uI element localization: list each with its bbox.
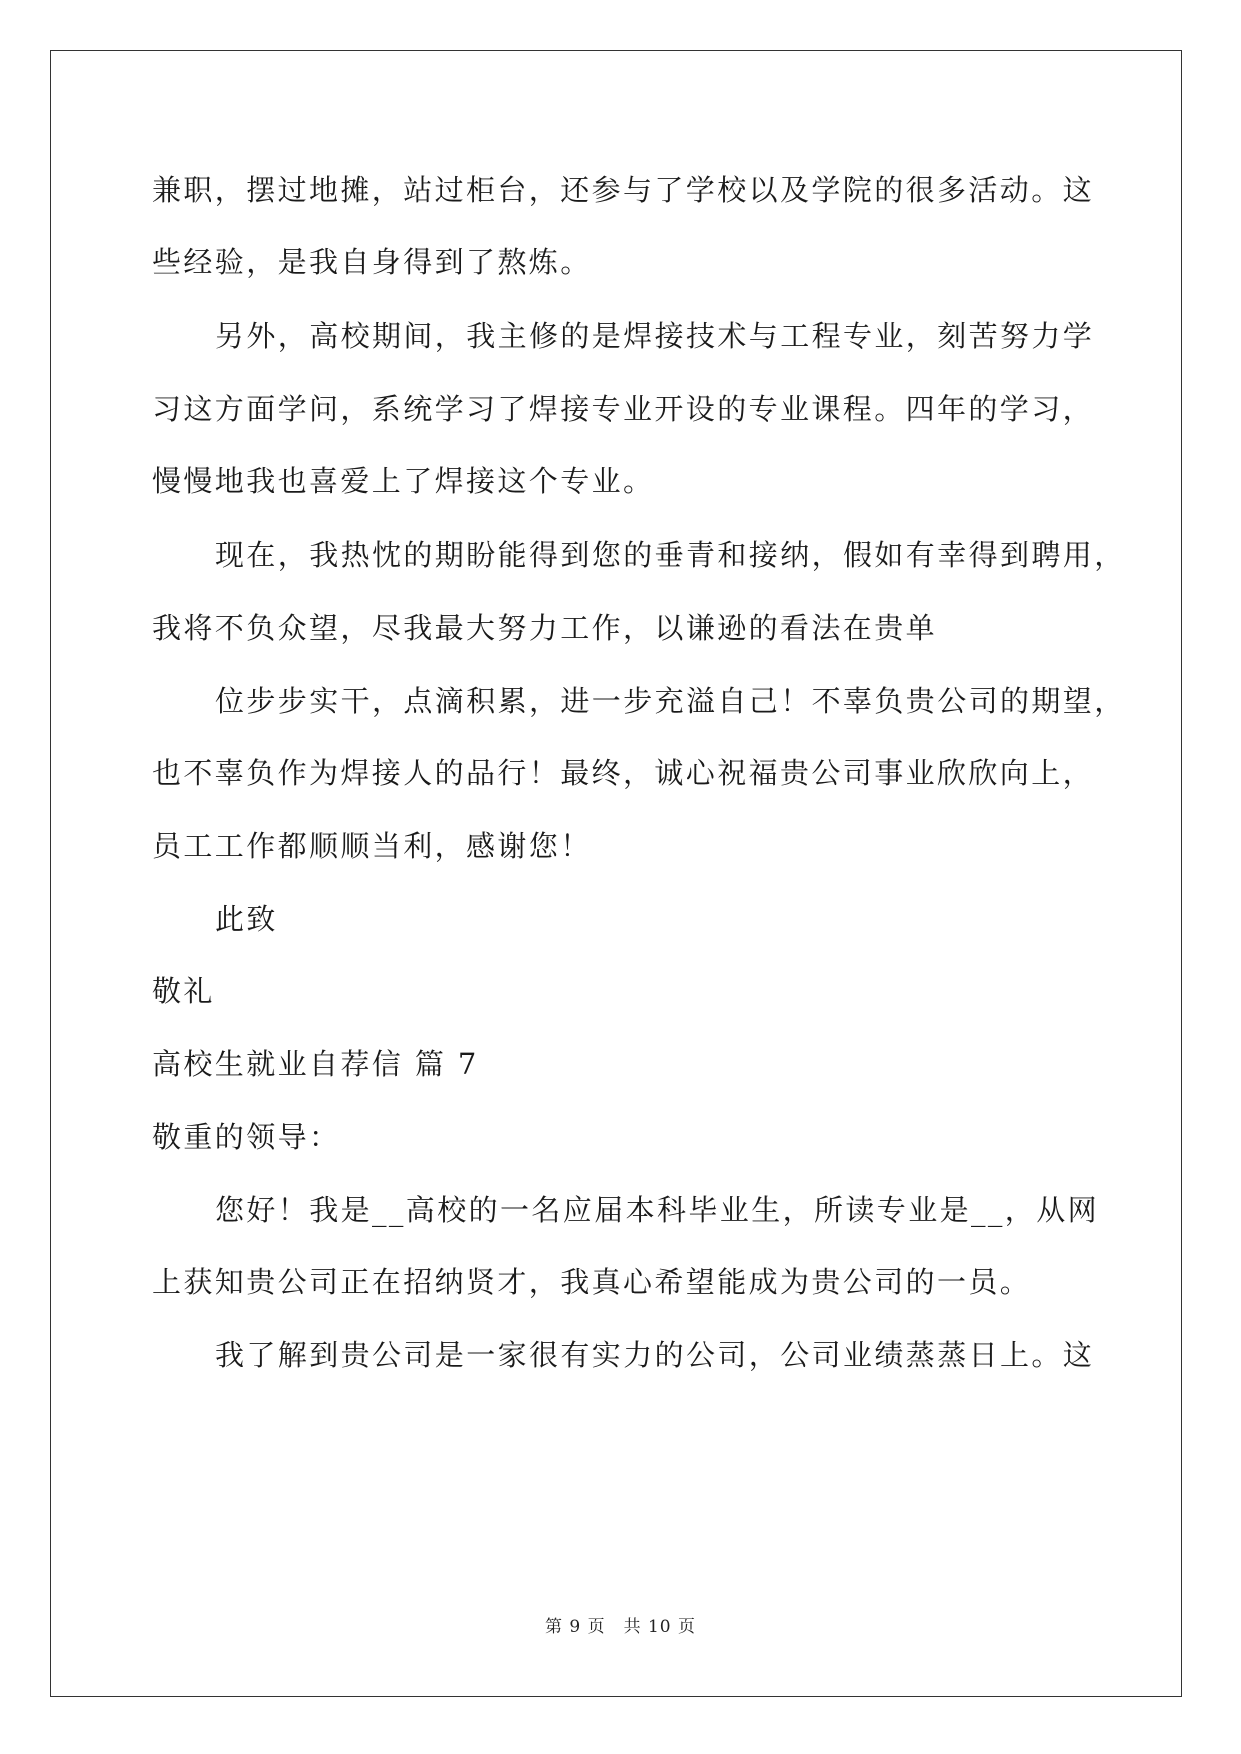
salutation-line: 敬礼 bbox=[152, 974, 215, 1008]
paragraph-start-line: 您好！我是__高校的一名应届本科毕业生，所读专业是__，从网 bbox=[215, 1193, 1100, 1227]
text-line: 兼职，摆过地摊，站过柜台，还参与了学校以及学院的很多活动。这 bbox=[152, 173, 1095, 207]
paragraph-start-line: 现在，我热忱的期盼能得到您的垂青和接纳，假如有幸得到聘用， bbox=[215, 538, 1126, 572]
paragraph-start-line: 位步步实干，点滴积累，进一步充溢自己！不辜负贵公司的期望， bbox=[215, 684, 1126, 718]
text-line: 些经验，是我自身得到了熬炼。 bbox=[152, 245, 592, 279]
text-line: 也不辜负作为焊接人的品行！最终，诚心祝福贵公司事业欣欣向上， bbox=[152, 756, 1095, 790]
paragraph-start-line: 另外，高校期间，我主修的是焊接技术与工程专业，刻苦努力学 bbox=[215, 319, 1095, 353]
closing-line: 此致 bbox=[215, 902, 278, 936]
page-border bbox=[50, 50, 1182, 1697]
text-line: 我将不负众望，尽我最大努力工作，以谦逊的看法在贵单 bbox=[152, 611, 938, 645]
text-line: 习这方面学问，系统学习了焊接专业开设的专业课程。四年的学习， bbox=[152, 392, 1095, 426]
page-number-footer: 第 9 页 共 10 页 bbox=[544, 1617, 697, 1637]
text-line: 慢慢地我也喜爱上了焊接这个专业。 bbox=[152, 464, 655, 498]
text-line: 员工工作都顺顺当利，感谢您！ bbox=[152, 829, 592, 863]
paragraph-start-line: 我了解到贵公司是一家很有实力的公司，公司业绩蒸蒸日上。这 bbox=[215, 1338, 1095, 1372]
greeting-line: 敬重的领导： bbox=[152, 1120, 341, 1154]
text-line: 上获知贵公司正在招纳贤才，我真心希望能成为贵公司的一员。 bbox=[152, 1265, 1032, 1299]
section-heading: 高校生就业自荐信 篇 7 bbox=[152, 1047, 479, 1081]
